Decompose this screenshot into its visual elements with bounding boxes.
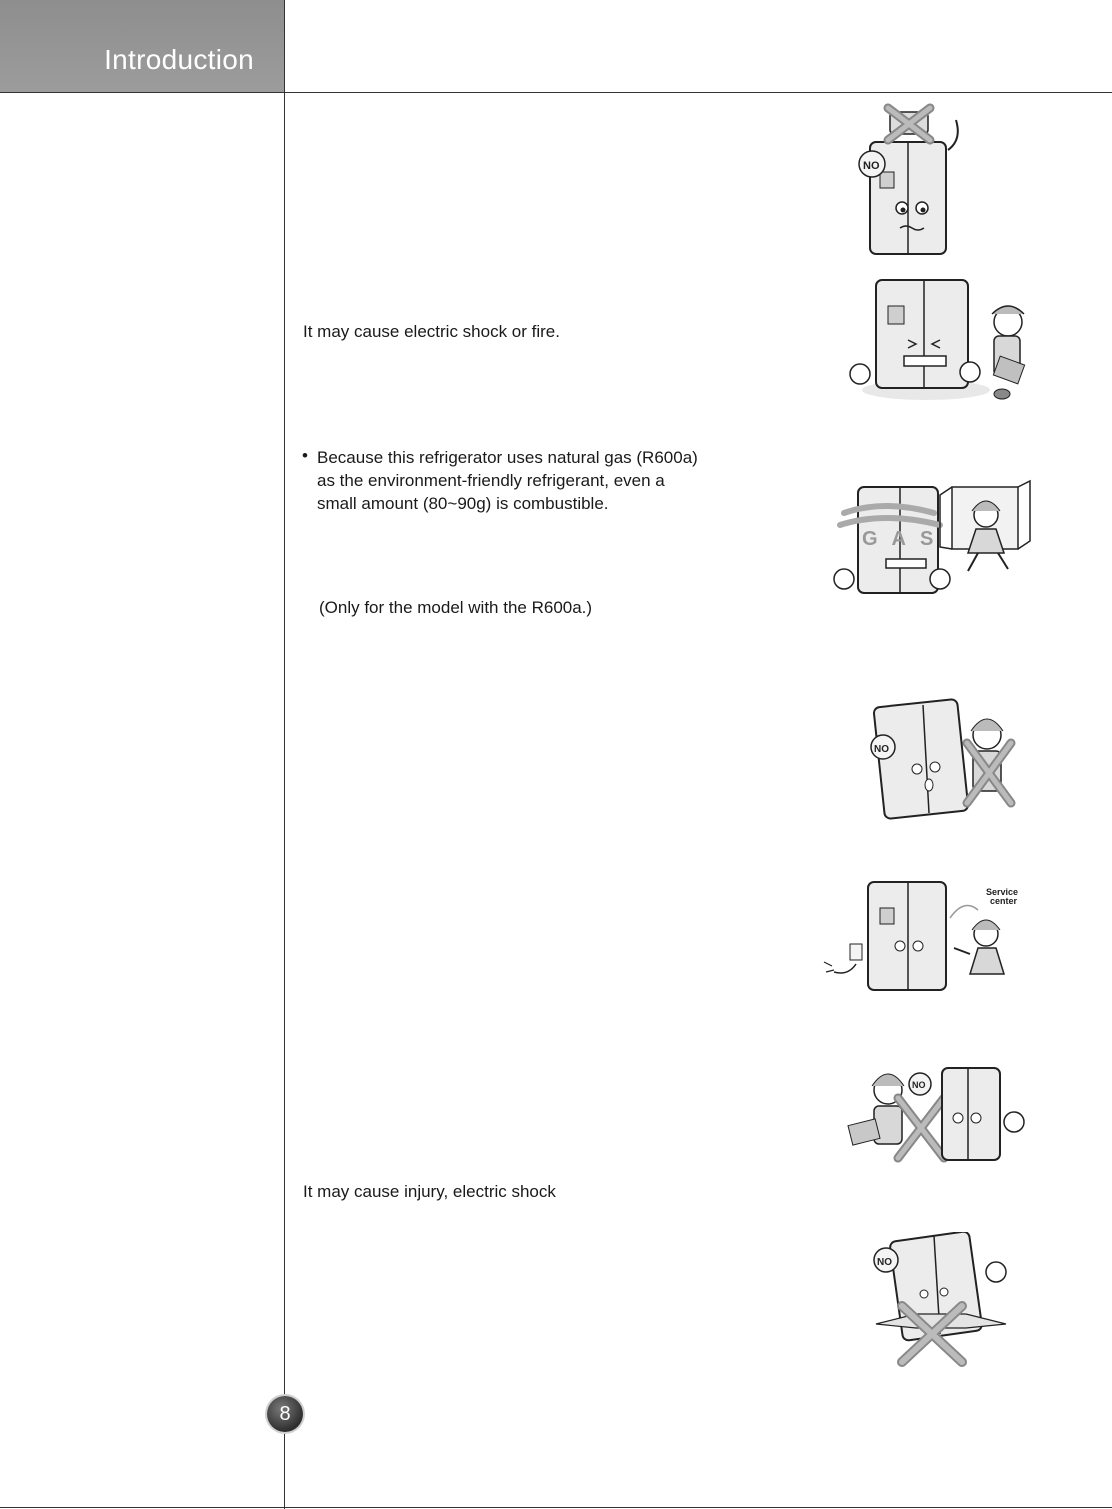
bullet-marker: • [302, 446, 308, 465]
no-badge-text: NO [874, 744, 889, 755]
center-label: center [990, 896, 1018, 906]
no-touch-illustration [850, 100, 980, 265]
no-climb-illustration [866, 1232, 1016, 1367]
footer-divider [0, 1507, 1112, 1508]
no-badge-text: NO [863, 160, 880, 172]
page-number-badge: 8 [267, 1396, 303, 1432]
model-note: (Only for the model with the R600a.) [319, 598, 593, 617]
margin-divider [284, 0, 285, 1509]
bullet-line: as the environment-friendly refrigerant, even a [317, 471, 665, 490]
no-repair-illustration [836, 1058, 1036, 1168]
gas-label: GAS [862, 528, 948, 550]
no-hang-illustration [865, 685, 1025, 825]
bullet-line: Because this refrigerator uses natural gas (R600a) [317, 448, 698, 467]
warning-text-injury: It may cause injury, electric shock [303, 1182, 556, 1201]
warning-text-shock-fire: It may cause electric shock or fire. [303, 322, 560, 341]
header-divider [0, 92, 1112, 93]
bullet-lines [317, 446, 698, 515]
no-badge-text: NO [912, 1080, 926, 1090]
section-tab [0, 0, 284, 92]
section-title: Introduction [104, 44, 254, 75]
service-center-illustration [822, 878, 1032, 993]
bullet-line: small amount (80~90g) is combustible. [317, 494, 609, 513]
no-badge-text: NO [877, 1257, 892, 1268]
gas-leak-illustration [830, 475, 1040, 600]
repairman-illustration [846, 276, 1036, 406]
service-label: Service [986, 887, 1019, 897]
